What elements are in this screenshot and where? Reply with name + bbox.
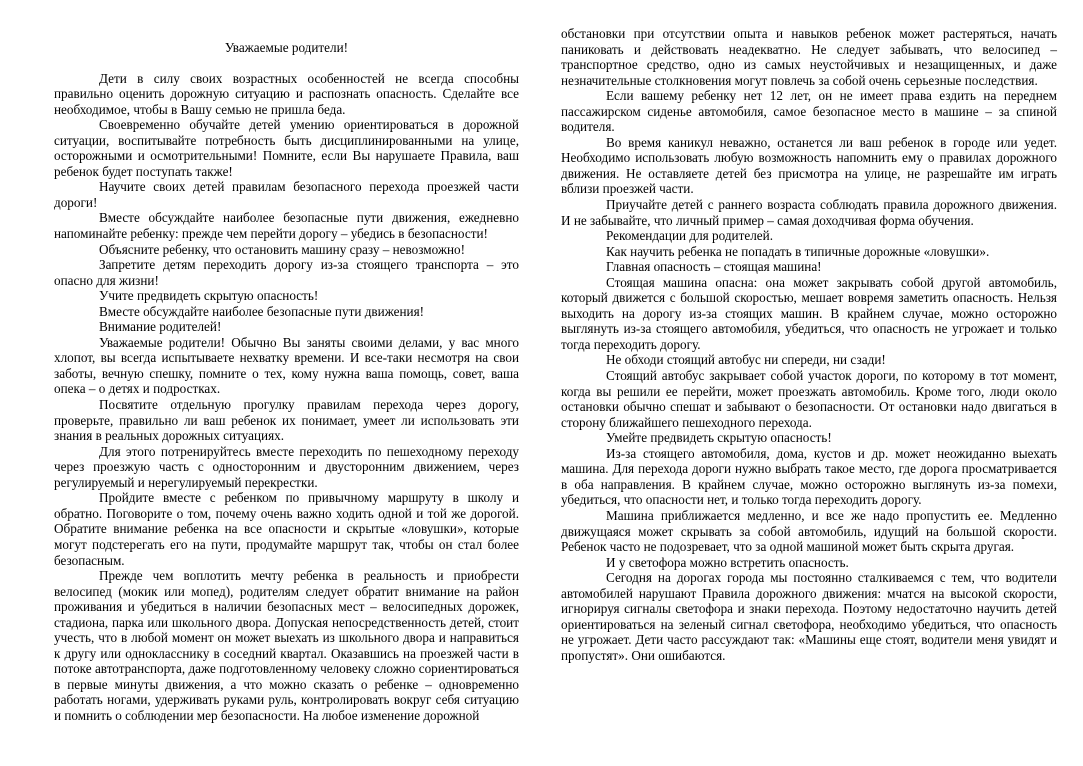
right-column [561, 26, 1057, 663]
left-paragraph: Прежде чем воплотить мечту ребенка в реальность и приобрести велосипед (мокик или мопед), родителям следует обратит внимание на район проживания и убедиться в наличии безопасных мест – велосипедных дорожек, стадиона, парка или школьного двора. Допуская непосредственность детей, стоит учесть, что в любой момент он может выехать из школьного двора и направиться к другу или однокласснику в соседний квартал. Оказавшись на проезжей части в потоке автотранспорта, даже подготовленному человеку сложно сориентироваться в первые минуты движения, а что можно сказать о ребенке – одновременно работать ногами, удерживать руками руль, контролировать вокруг себя ситуацию и помнить о соблюдении мер безопасности. На любое изменение дорожной [54, 568, 519, 723]
left-paragraph: Уважаемые родители! Обычно Вы заняты своими делами, у вас много хлопот, вы всегда испытываете нехватку времени. И все-таки несмотря на свои заботы, вечную спешку, помните о тех, кому нужна ваша помощь, совет, ваша опека – о детях и подростках. [54, 334, 519, 397]
right-paragraphs [561, 26, 1057, 663]
right-paragraph: Главная опасность – стоящая машина! [606, 259, 822, 275]
left-paragraph: Вместе обсуждайте наиболее безопасные пути движения! [99, 303, 425, 319]
right-paragraph: Приучайте детей с раннего возраста соблюдать правила дорожного движения. И не забывайте, что личный пример – самая доходчивая форма обучения. [561, 197, 1057, 228]
right-paragraph: Из-за стоящего автомобиля, дома, кустов и др. может неожиданно выехать машина. Для перехода дороги нужно выбрать такое место, где дорога просматривается в оба направления. В крайнем случае, можно осторожно выглянуть из-за помехи, убедиться, что опасности нет, и только тогда переходить дорогу. [561, 445, 1057, 508]
right-paragraph: Как научить ребенка не попадать в типичные дорожные «ловушки». [606, 243, 990, 259]
left-paragraph: Пройдите вместе с ребенком по привычному маршруту в школу и обратно. Поговорите о том, почему очень важно ходить одной и той же дорогой. Обратите внимание ребенка на все опасности и скрытые «ловушки», которые могут подстерегать его на пути, продумайте маршрут так, чтобы он стал более безопасным. [54, 490, 519, 568]
left-paragraph: Для этого потренируйтесь вместе переходить по пешеходному переходу через проезжую часть с односторонним и двусторонним движением, через регулируемый и нерегулируемый перекрестки. [54, 443, 519, 490]
right-paragraph: Умейте предвидеть скрытую опасность! [606, 430, 832, 446]
left-paragraph: Запретите детям переходить дорогу из-за стоящего транспорта – это опасно для жизни! [54, 257, 519, 288]
left-paragraph: Своевременно обучайте детей умению ориентироваться в дорожной ситуации, воспитывайте потребность быть дисциплинированными на улице, осторожными и осмотрительными! Помните, если Вы нарушаете Правила, ваш ребенок будет поступать также! [54, 117, 519, 179]
left-paragraph: Дети в силу своих возрастных особенностей не всегда способны правильно оценить дорожную ситуацию и распознать опасность. Сделайте все необходимое, чтобы в Вашу семью не пришла беда. [54, 70, 519, 117]
left-paragraph: Вместе обсуждайте наиболее безопасные пути движения, ежедневно напоминайте ребенку: прежде чем перейти дорогу – убедись в безопасности! [54, 210, 519, 242]
right-paragraph: Не обходи стоящий автобус ни спереди, ни сзади! [606, 352, 886, 368]
right-paragraph: Во время каникул неважно, останется ли ваш ребенок в городе или уедет. Необходимо использовать любую возможность напомнить ему о правилах дорожного движения. Не оставляете детей без присмотра на улице, не разрешайте им играть вблизи проезжей части. [561, 134, 1057, 197]
right-paragraph: Если вашему ребенку нет 12 лет, он не имеет права ездить на переднем пассажирском сиденье автомобиля, самое безопасное место в машине – за спиной водителя. [561, 88, 1057, 135]
left-column [54, 40, 519, 724]
right-paragraph: И у светофора можно встретить опасность. [606, 554, 849, 570]
right-paragraph: обстановки при отсутствии опыта и навыков ребенок может растеряться, начать паниковать и действовать неадекватно. Не следует забывать, что велосипед – транспортное средство, одно из самых неустойчивых и незащищенных, и даже незначительные столкновения могут повлечь за собой очень серьезные последствия. [561, 26, 1057, 88]
left-paragraph: Объясните ребенку, что остановить машину сразу – невозможно! [99, 241, 466, 257]
right-paragraph: Машина приближается медленно, и все же надо пропустить ее. Медленно движущаяся может скрывать за собой автомобиль, идущий на большой скорости. Ребенок часто не подозревает, что за одной машиной может быть скрыта другая. [561, 507, 1057, 555]
document-title: Уважаемые родители! [224, 40, 349, 55]
right-paragraph: Рекомендации для родителей. [606, 228, 774, 244]
left-paragraph: Учите предвидеть скрытую опасность! [99, 288, 319, 304]
right-paragraph: Сегодня на дорогах города мы постоянно сталкиваемся с тем, что водители автомобилей нарушают Правила дорожного движения: мчатся на высокой скорости, игнорируя сигналы светофора и знаки перехода. Поэтому недостаточно научить детей ориентироваться на зеленый сигнал светофора, необходимо убедиться, что опасность не угрожает. Дети часто рассуждают так: «Машины еще стоят, водители меня увидят и пропустят». Они ошибаются. [561, 570, 1057, 663]
left-paragraph: Научите своих детей правилам безопасного перехода проезжей части дороги! [54, 179, 519, 210]
left-paragraphs [54, 71, 519, 724]
right-paragraph: Стоящая машина опасна: она может закрывать собой другой автомобиль, который движется с большой скоростью, мешает вовремя заметить опасность. Нельзя выходить на дорогу из-за стоящих машин. В крайнем случае, можно осторожно выглянуть из-за стоящего автомобиля, убедиться, что опасность не угрожает и только тогда переходить дорогу. [561, 274, 1057, 352]
left-paragraph: Посвятите отдельную прогулку правилам перехода через дорогу, проверьте, правильно ли ваш ребенок их понимает, умеет ли использовать эти знания в реальных дорожных ситуациях. [54, 397, 519, 444]
right-paragraph: Стоящий автобус закрывает собой участок дороги, по которому в тот момент, когда вы решили ее перейти, может проезжать автомобиль. Кроме того, люди около остановки обычно спешат и забывают о безопасности. От остановки надо двигаться в сторону ближайшего пешеходного перехода. [561, 368, 1057, 430]
left-paragraph: Внимание родителей! [99, 319, 222, 335]
